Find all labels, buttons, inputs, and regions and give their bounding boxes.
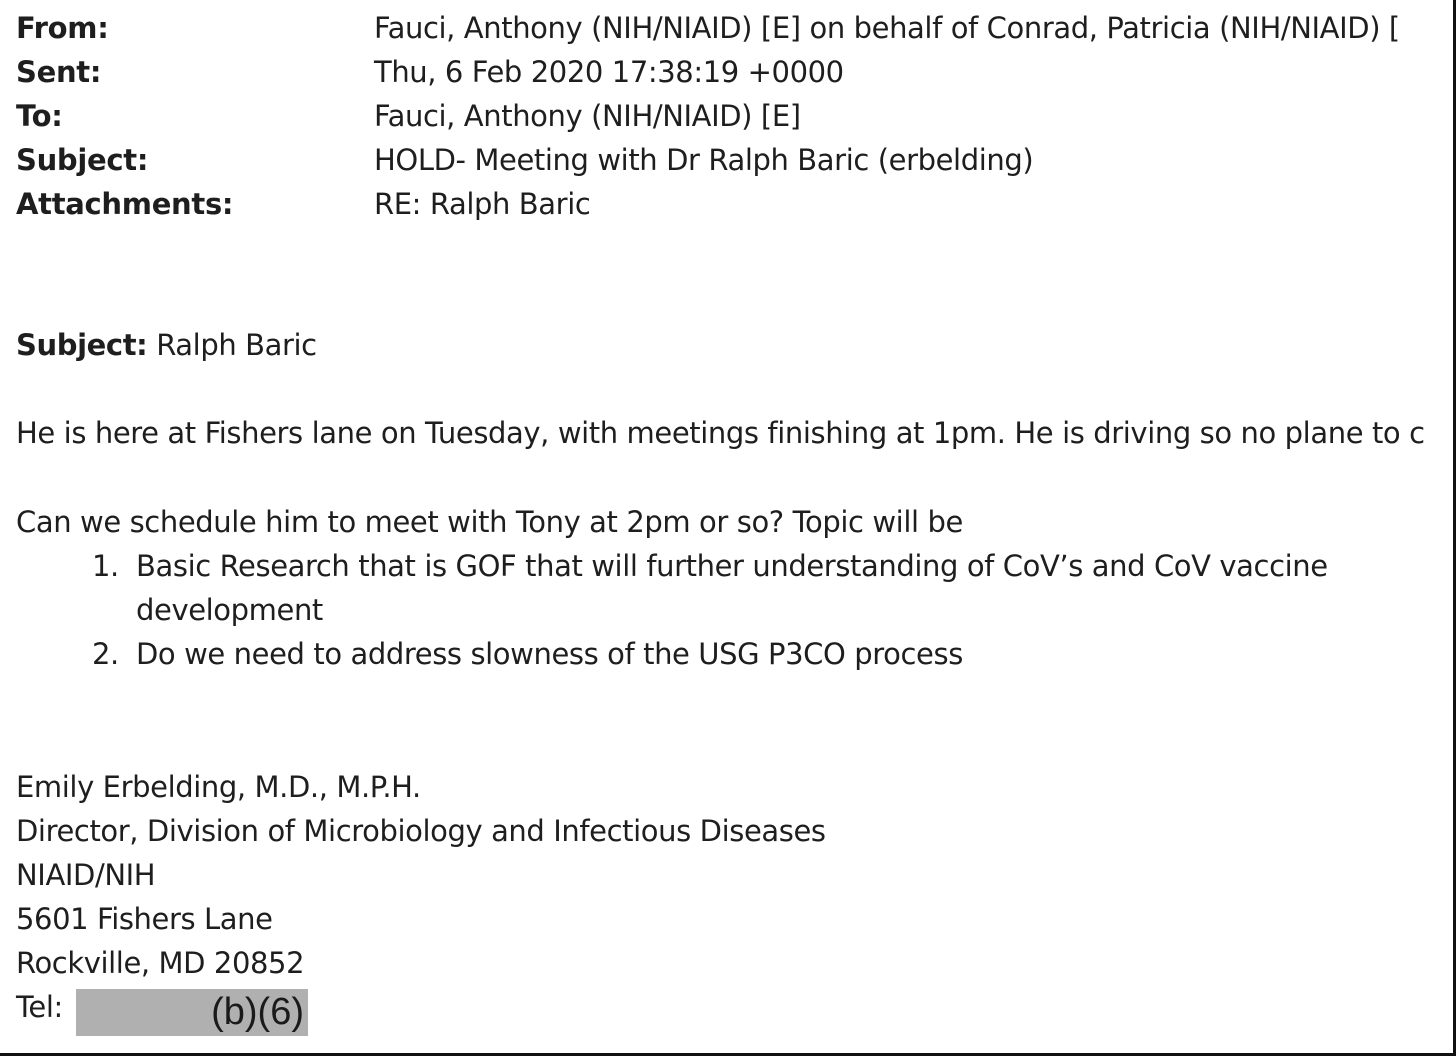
- body-paragraph-1: He is here at Fishers lane on Tuesday, with meetings finishing at 1pm. He is driving so no plane to c: [16, 416, 1425, 450]
- signature-title: Director, Division of Microbiology and Infectious Diseases: [16, 814, 826, 848]
- subject-value: HOLD- Meeting with Dr Ralph Baric (erbelding): [374, 143, 1034, 177]
- signature-address-line-1: 5601 Fishers Lane: [16, 902, 273, 936]
- body-paragraph-2: Can we schedule him to meet with Tony at 2pm or so? Topic will be: [16, 505, 963, 539]
- sent-value: Thu, 6 Feb 2020 17:38:19 +0000: [374, 55, 844, 89]
- list-item-number: 2.: [92, 637, 119, 671]
- subject-label: Subject:: [16, 143, 149, 177]
- to-label: To:: [16, 99, 63, 133]
- list-item-number: 1.: [92, 549, 119, 583]
- signature-address-line-2: Rockville, MD 20852: [16, 946, 305, 980]
- sent-label: Sent:: [16, 55, 102, 89]
- body-subject-label: Subject:: [16, 328, 148, 362]
- list-item-text: Basic Research that is GOF that will further understanding of CoV’s and CoV vaccine: [136, 549, 1328, 583]
- body-subject-value: Ralph Baric: [156, 328, 317, 362]
- from-label: From:: [16, 11, 109, 45]
- attachments-label: Attachments:: [16, 187, 234, 221]
- signature-tel-label: Tel:: [16, 990, 63, 1024]
- list-item-text: Do we need to address slowness of the USG P3CO process: [136, 637, 963, 671]
- redaction-box: (b)(6): [76, 989, 308, 1036]
- signature-name: Emily Erbelding, M.D., M.P.H.: [16, 770, 421, 804]
- list-item-text: development: [136, 593, 323, 627]
- body-subject-line: [16, 325, 317, 365]
- attachments-value: RE: Ralph Baric: [374, 187, 591, 221]
- from-value: Fauci, Anthony (NIH/NIAID) [E] on behalf of Conrad, Patricia (NIH/NIAID) [: [374, 11, 1400, 45]
- signature-org: NIAID/NIH: [16, 858, 156, 892]
- to-value: Fauci, Anthony (NIH/NIAID) [E]: [374, 99, 801, 133]
